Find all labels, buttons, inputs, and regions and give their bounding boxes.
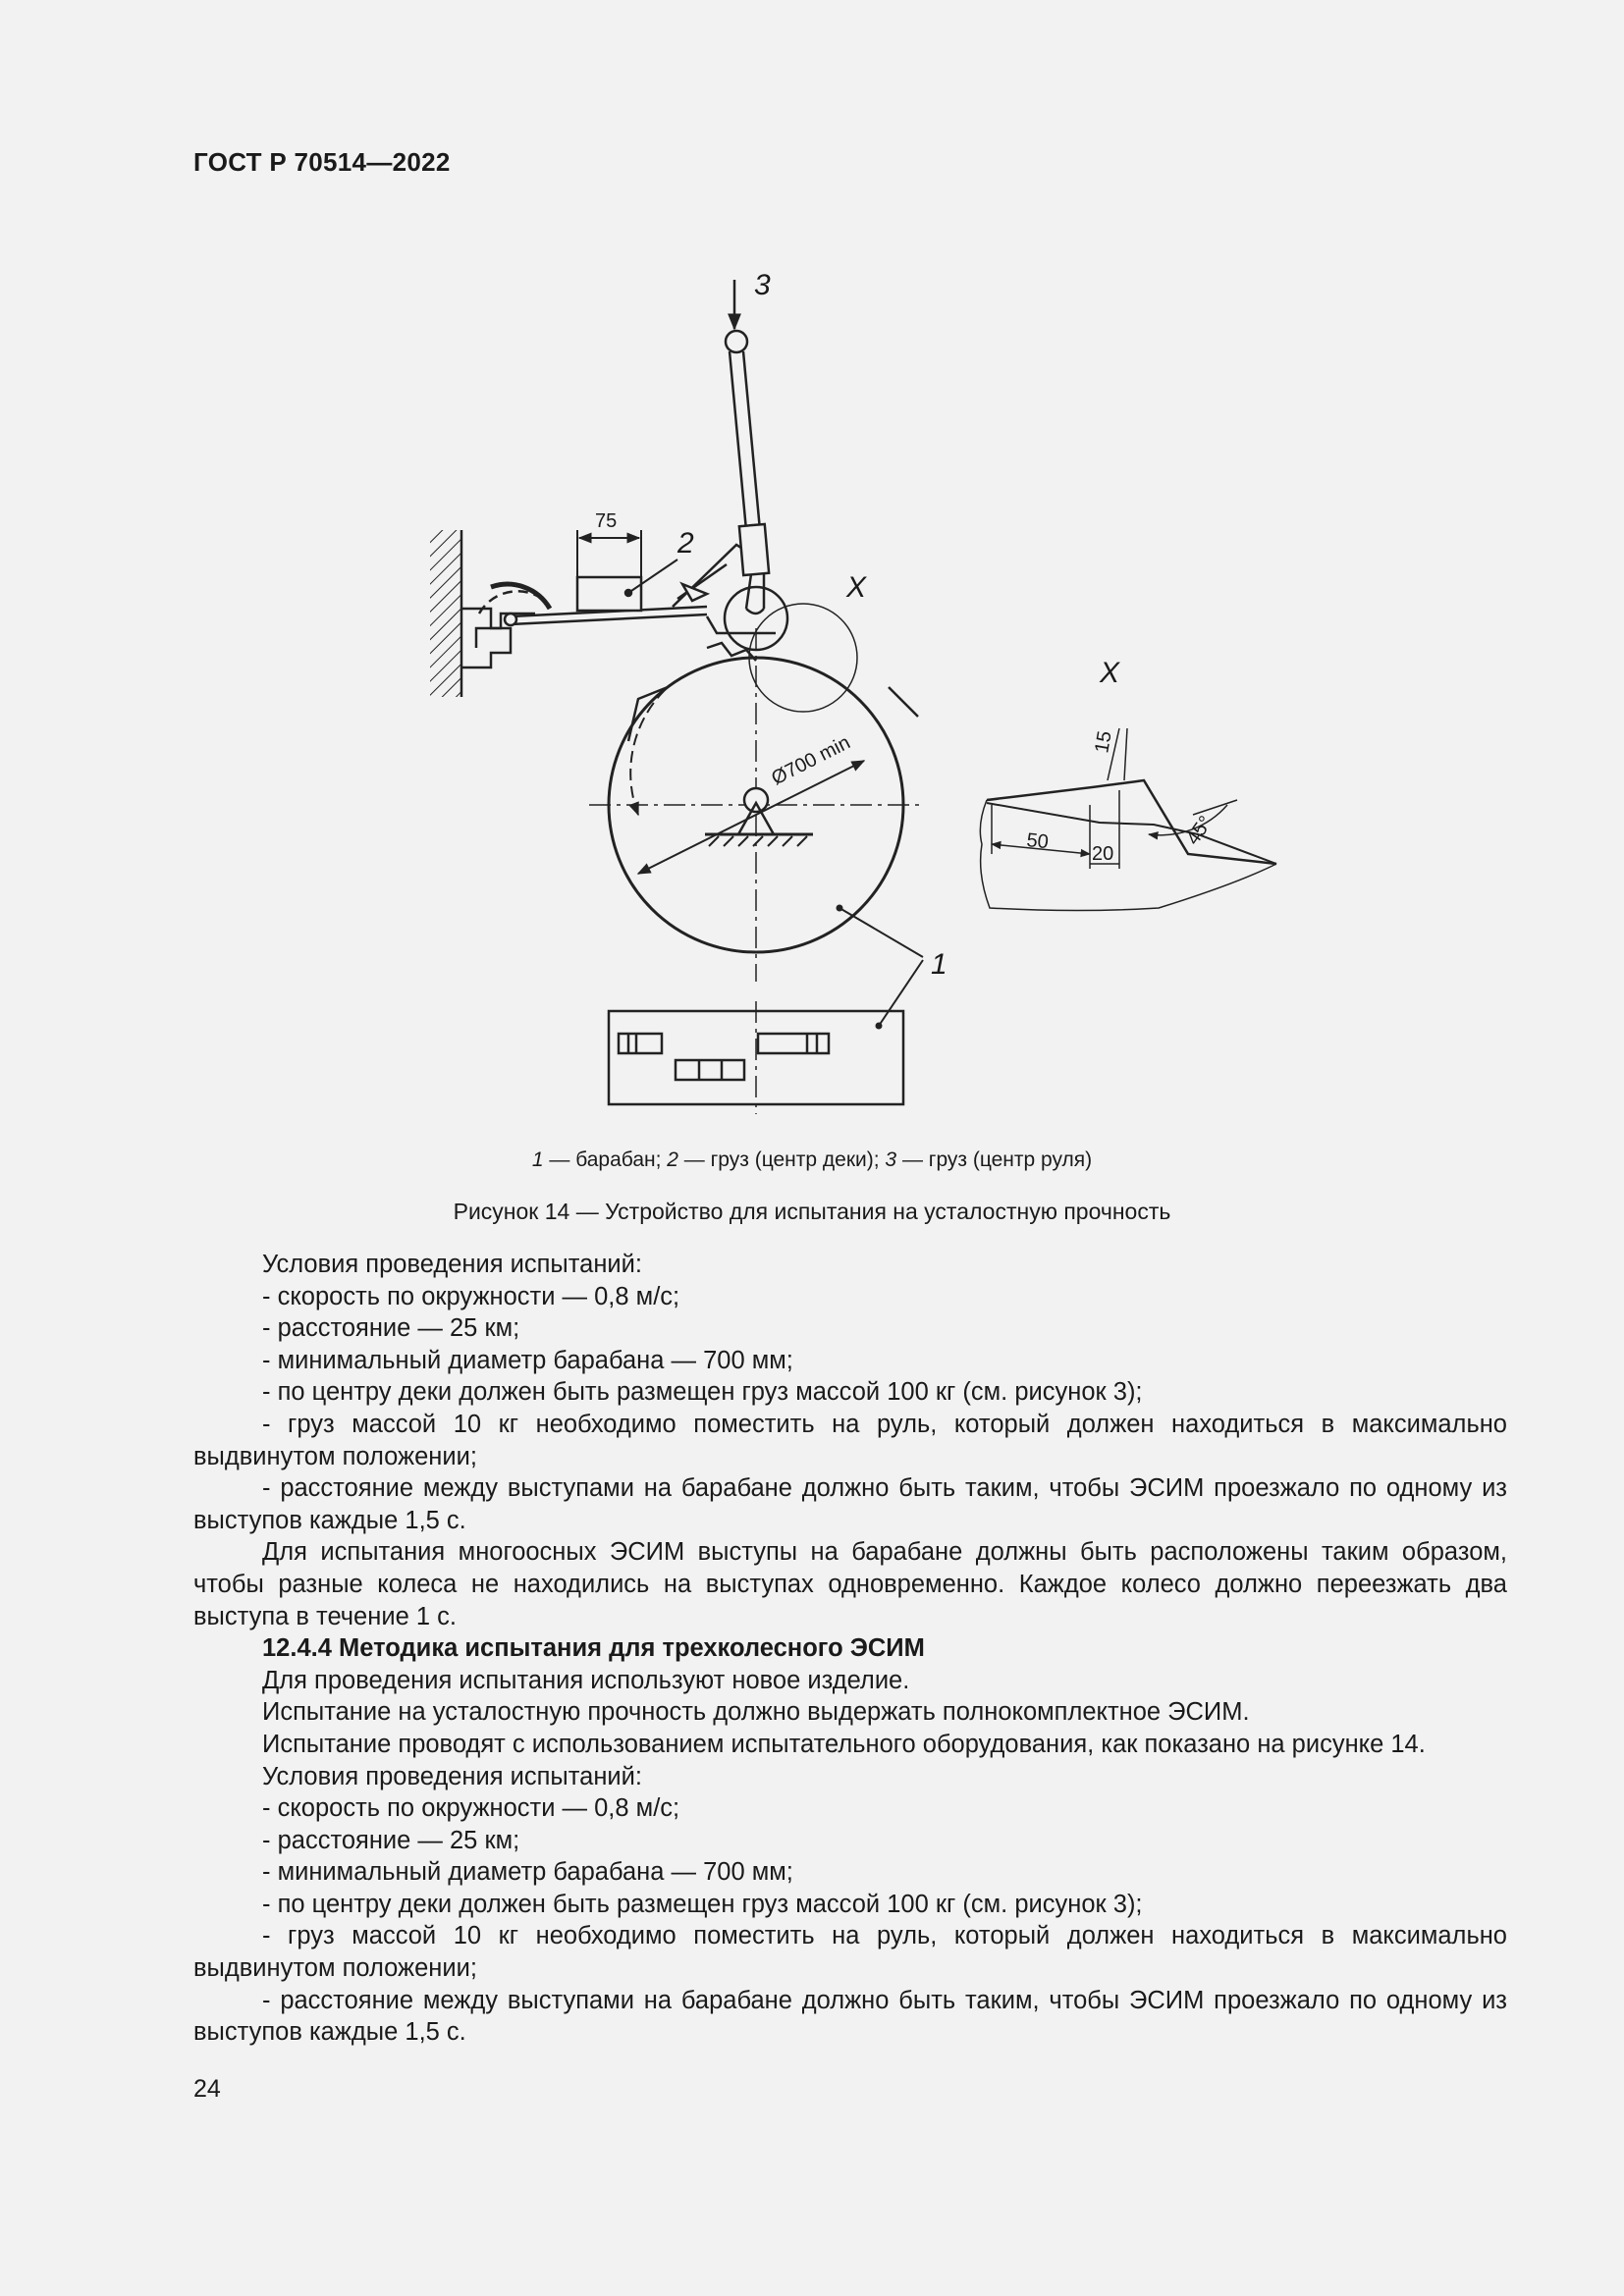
dim-50-label: 50 xyxy=(1025,829,1050,854)
paragraph: - расстояние между выступами на барабане должно быть таким, чтобы ЭСИМ проезжало по одному из выступов каждые 1,5 с. xyxy=(193,1474,1507,1534)
paragraph: - минимальный диаметр барабана — 700 мм; xyxy=(262,1858,793,1887)
paragraph: - по центру деки должен быть размещен груз массой 100 кг (см. рисунок 3); xyxy=(262,1378,1143,1407)
dim-75-label: 75 xyxy=(595,510,618,532)
label-1: 1 xyxy=(931,948,947,981)
detail-mark-x: X xyxy=(846,571,867,604)
figure-legend xyxy=(0,1148,1624,1172)
legend-text-1: — барабан; xyxy=(543,1148,668,1171)
paragraph: Для проведения испытания используют новое изделие. xyxy=(262,1666,910,1694)
wall-mount xyxy=(430,530,550,697)
dim-15-label: 15 xyxy=(1091,729,1116,755)
label-2: 2 xyxy=(677,527,694,560)
diameter-label: Ø700 min xyxy=(768,731,854,790)
section-heading: 12.4.4 Методика испытания для трехколесного ЭСИМ xyxy=(262,1634,925,1663)
paragraph: Условия проведения испытаний: xyxy=(262,1251,642,1278)
paragraph: - груз массой 10 кг необходимо поместить на руль, который должен находиться в максимально выдвинутом положении; xyxy=(193,1922,1507,1983)
label-3: 3 xyxy=(754,269,771,301)
handlebar-column xyxy=(726,280,769,614)
detail-x xyxy=(980,728,1276,911)
legend-text-3: — груз (центр руля) xyxy=(896,1148,1093,1171)
detail-title-x: X xyxy=(1100,657,1120,689)
paragraph: - расстояние — 25 км; xyxy=(262,1826,520,1854)
legend-num-1: 1 xyxy=(531,1148,544,1171)
paragraph: - расстояние между выступами на барабане должно быть таким, чтобы ЭСИМ проезжало по одному из выступов каждые 1,5 с. xyxy=(193,1986,1507,2047)
control-panel xyxy=(609,1001,903,1114)
dim-75 xyxy=(577,530,641,579)
legend-num-2: 2 xyxy=(667,1148,678,1171)
paragraph: - груз массой 10 кг необходимо поместить на руль, который должен находиться в максимально выдвинутом положении; xyxy=(193,1410,1507,1470)
paragraph: Испытание проводят с использованием испытательного оборудования, как показано на рисунке 14. xyxy=(262,1730,1426,1758)
paragraph: - скорость по окружности — 0,8 м/с; xyxy=(262,1282,680,1310)
paragraph: - по центру деки должен быть размещен груз массой 100 кг (см. рисунок 3); xyxy=(262,1890,1143,1918)
legend-text-2: — груз (центр деки); xyxy=(677,1148,886,1171)
body-text xyxy=(193,1249,1507,2049)
paragraph: Для испытания многоосных ЭСИМ выступы на барабане должны быть расположены таким образом, чтобы разные колеса не находились на выступах одновременно. Каждое колесо должно переезжать два выступа в течение 1 с. xyxy=(193,1538,1507,1630)
legend-num-3: 3 xyxy=(885,1148,897,1171)
angle-45-label: 45° xyxy=(1182,812,1218,849)
paragraph: Испытание на усталостную прочность должно выдержать полнокомплектное ЭСИМ. xyxy=(262,1698,1250,1727)
paragraph: Условия проведения испытаний: xyxy=(262,1762,642,1790)
paragraph: - скорость по окружности — 0,8 м/с; xyxy=(262,1794,680,1823)
figure-title: Рисунок 14 — Устройство для испытания на усталостную прочность xyxy=(453,1199,1171,1224)
paragraph: - расстояние — 25 км; xyxy=(262,1314,520,1343)
page-number: 24 xyxy=(193,2075,221,2103)
dim-20-label: 20 xyxy=(1092,843,1114,865)
document-header: ГОСТ Р 70514—2022 xyxy=(193,147,451,177)
paragraph: - минимальный диаметр барабана — 700 мм; xyxy=(262,1346,793,1374)
